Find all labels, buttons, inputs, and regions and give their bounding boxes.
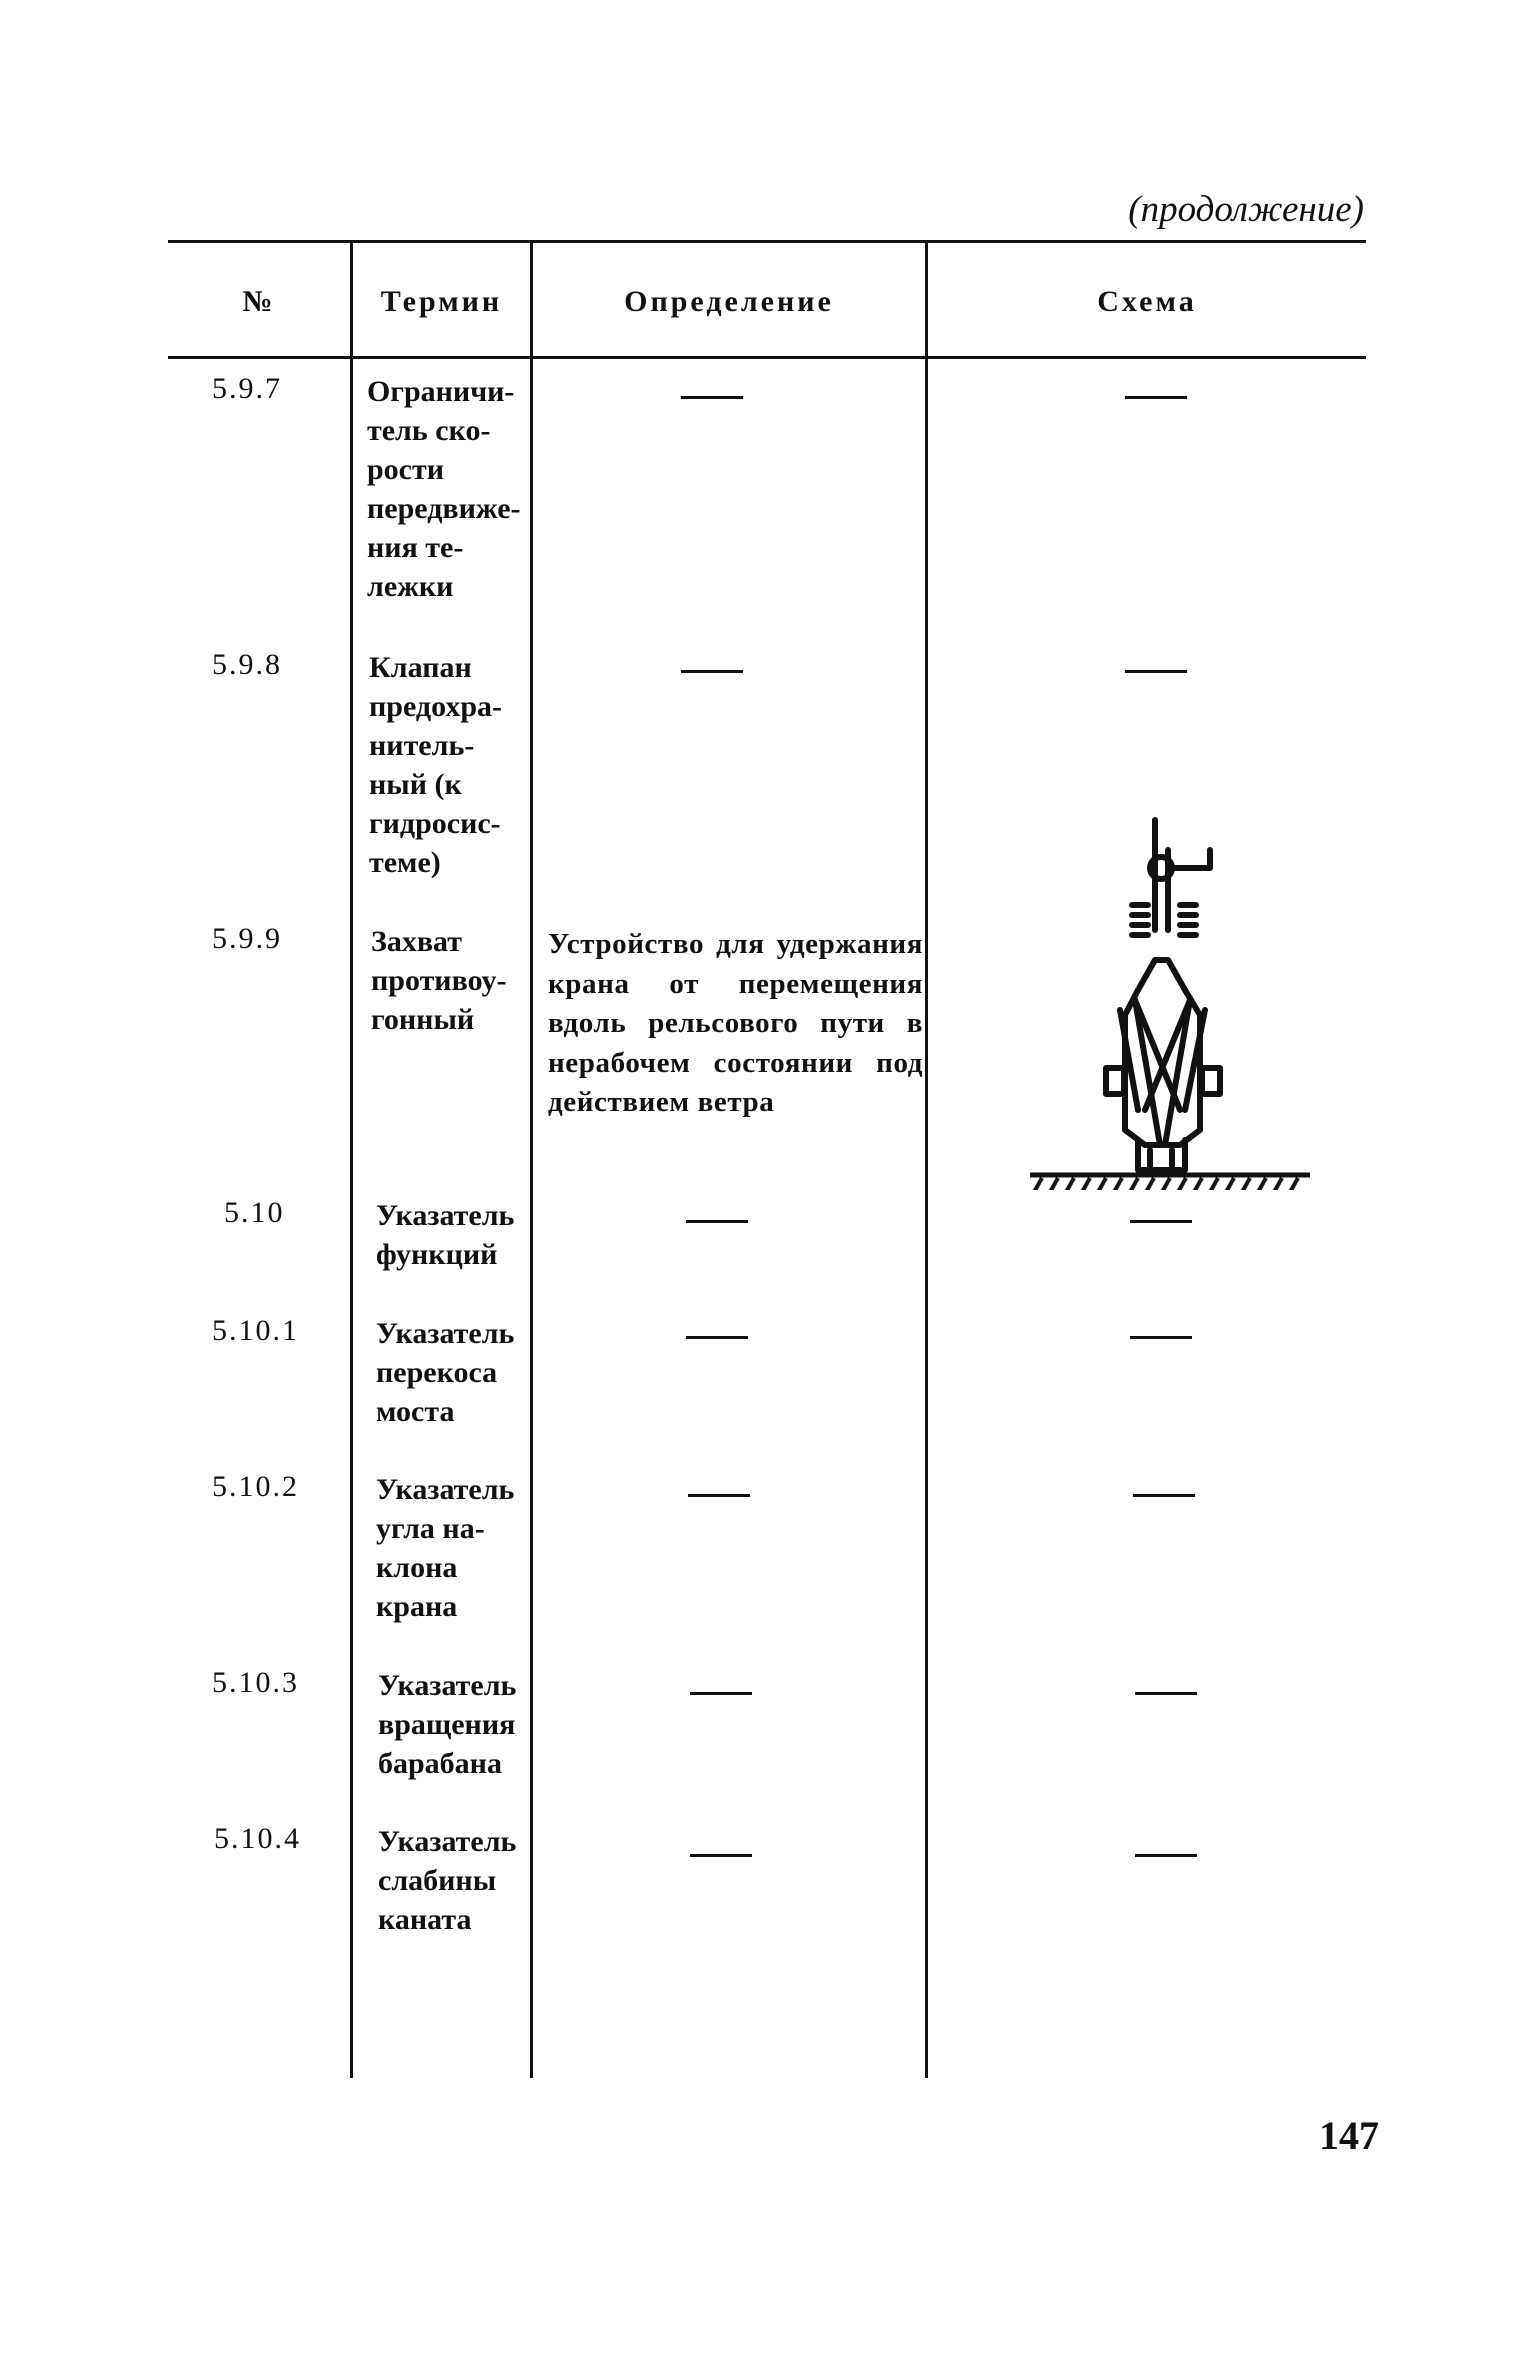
header-scheme: Схема [1097, 285, 1197, 318]
definition-dash [686, 1336, 748, 1339]
scheme-dash [1125, 670, 1187, 673]
row-num: 5.9.9 [212, 922, 282, 955]
row-num: 5.10.3 [212, 1666, 299, 1699]
page-number: 147 [1319, 2113, 1379, 2158]
scheme-dash [1135, 1692, 1197, 1695]
table-header-rule [168, 356, 1366, 359]
rail-clamp-diagram [1020, 810, 1320, 1190]
row-term: Ограничи- тель ско- рости передвиже- ния те- лежки [367, 375, 521, 603]
header-num: № [242, 285, 276, 318]
header-term: Термин [380, 285, 503, 318]
row-num: 5.10 [224, 1196, 285, 1229]
column-divider-3 [925, 240, 928, 2078]
row-term: Указатель вращения барабана [378, 1669, 517, 1780]
table-top-rule [168, 240, 1366, 243]
scheme-dash [1130, 1336, 1192, 1339]
definition-dash [690, 1692, 752, 1695]
row-term: Указатель функций [376, 1199, 515, 1271]
row-term: Захват противоу- гонный [371, 925, 507, 1036]
definition-dash [686, 1220, 748, 1223]
row-num: 5.10.2 [212, 1470, 299, 1503]
row-num: 5.9.7 [212, 372, 282, 405]
scheme-dash [1125, 396, 1187, 399]
column-divider-2 [530, 240, 533, 2078]
scheme-dash [1133, 1494, 1195, 1497]
row-num: 5.10.1 [212, 1314, 299, 1347]
scheme-dash [1130, 1220, 1192, 1223]
row-term: Клапан предохра- нитель- ный (к гидросис- теме) [369, 651, 502, 879]
row-term: Указатель угла на- клона крана [376, 1473, 515, 1623]
definition-dash [690, 1854, 752, 1857]
definition-dash [688, 1494, 750, 1497]
definition-dash [681, 396, 743, 399]
row-term: Указатель слабины каната [378, 1825, 517, 1936]
header-definition: Определение [624, 285, 834, 318]
row-num: 5.10.4 [214, 1822, 301, 1855]
continued-label: (продолжение) [1128, 189, 1364, 230]
row-num: 5.9.8 [212, 648, 282, 681]
definition-dash [681, 670, 743, 673]
column-divider-1 [350, 240, 353, 2078]
row-term: Указатель перекоса моста [376, 1317, 515, 1428]
scheme-dash [1135, 1854, 1197, 1857]
row-definition: Устройство для удержания крана от перемещения вдоль рельсового пути в нерабочем состоянии под действием ветра [548, 928, 923, 1118]
